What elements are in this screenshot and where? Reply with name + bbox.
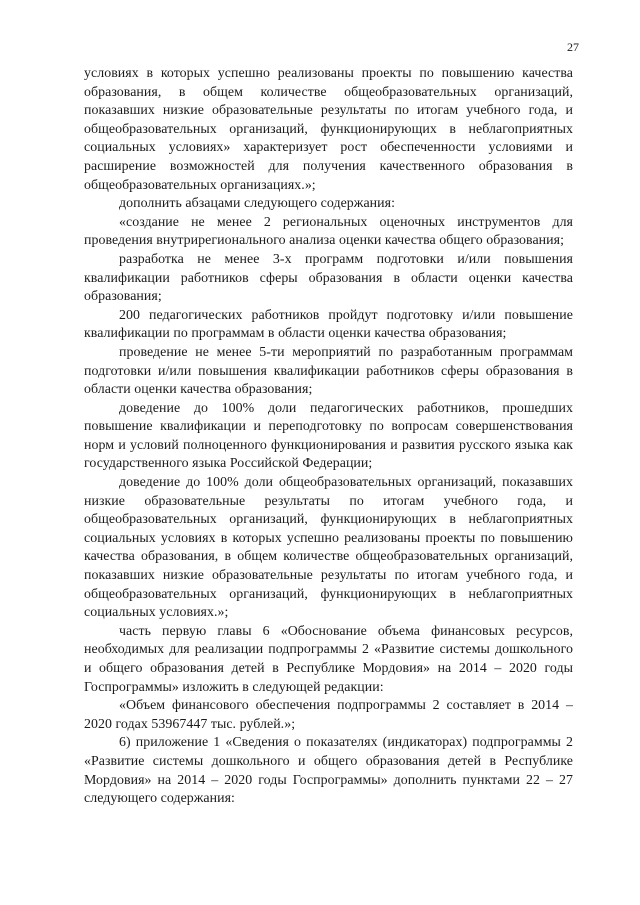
paragraph-9: часть первую главы 6 «Обоснование объема финансовых ресурсов, необходимых для реализации подпрограммы 2 «Развитие системы дошкольного и общего образования детей в Республике Мордовия» на 2014 – 2020 годы Госпрограммы» изложить в следующей редакции: bbox=[84, 623, 573, 695]
paragraph-6: проведение не менее 5-ти мероприятий по разработанным программам подготовки и/или повышения квалификации работников сферы образования в области оценки качества образования; bbox=[84, 344, 573, 398]
paragraph-7: доведение до 100% доли педагогических работников, прошедших повышение квалификации и переподготовку по вопросам совершенствования норм и условий полноценного функционирования и развития русского языка как государственного языка Российской Федерации; bbox=[84, 400, 573, 472]
paragraph-5: 200 педагогических работников пройдут подготовку и/или повышение квалификации по программам в области оценки качества образования; bbox=[84, 307, 573, 342]
page-number: 27 bbox=[567, 40, 579, 54]
paragraph-2: дополнить абзацами следующего содержания: bbox=[119, 196, 395, 212]
paragraph-1: условиях в которых успешно реализованы проекты по повышению качества образования, в общем количестве общеобразовательных организаций, показавших низкие образовательные результаты по итогам учебного года, и общеобразовательных организаций, функционирующих в неблагоприятных социальных условиях» характеризует рост обеспеченности условиями и расширение возможностей для получения качественного образования в общеобразовательных организациях.»; bbox=[84, 66, 573, 193]
paragraph-11: 6) приложение 1 «Сведения о показателях (индикаторах) подпрограммы 2 «Развитие системы дошкольного и общего образования детей в Республике Мордовия» на 2014 – 2020 годы Госпрограммы» дополнить пунктами 22 – 27 следующего содержания: bbox=[84, 735, 573, 807]
paragraph-4: разработка не менее 3-х программ подготовки и/или повышения квалификации работников сферы образования в области оценки качества образования; bbox=[84, 251, 573, 305]
paragraph-8: доведение до 100% доли общеобразовательных организаций, показавших низкие образовательные результаты по итогам учебного года, и общеобразовательных организаций, функционирующих в неблагоприятных социальных условиях в которых успешно реализованы проекты по повышению качества образования, в общем количестве общеобразовательных организаций, показавших низкие образовательные результаты по итогам учебного года, и общеобразовательных организаций, функционирующих в неблагоприятных социальных условиях.»; bbox=[84, 475, 573, 621]
document-body bbox=[84, 65, 573, 809]
paragraph-3: «создание не менее 2 региональных оценочных инструментов для проведения внутрирегионального анализа оценки качества общего образования; bbox=[84, 214, 573, 249]
paragraph-10: «Объем финансового обеспечения подпрограммы 2 составляет в 2014 – 2020 годах 53967447 тыс. рублей.»; bbox=[84, 698, 573, 732]
